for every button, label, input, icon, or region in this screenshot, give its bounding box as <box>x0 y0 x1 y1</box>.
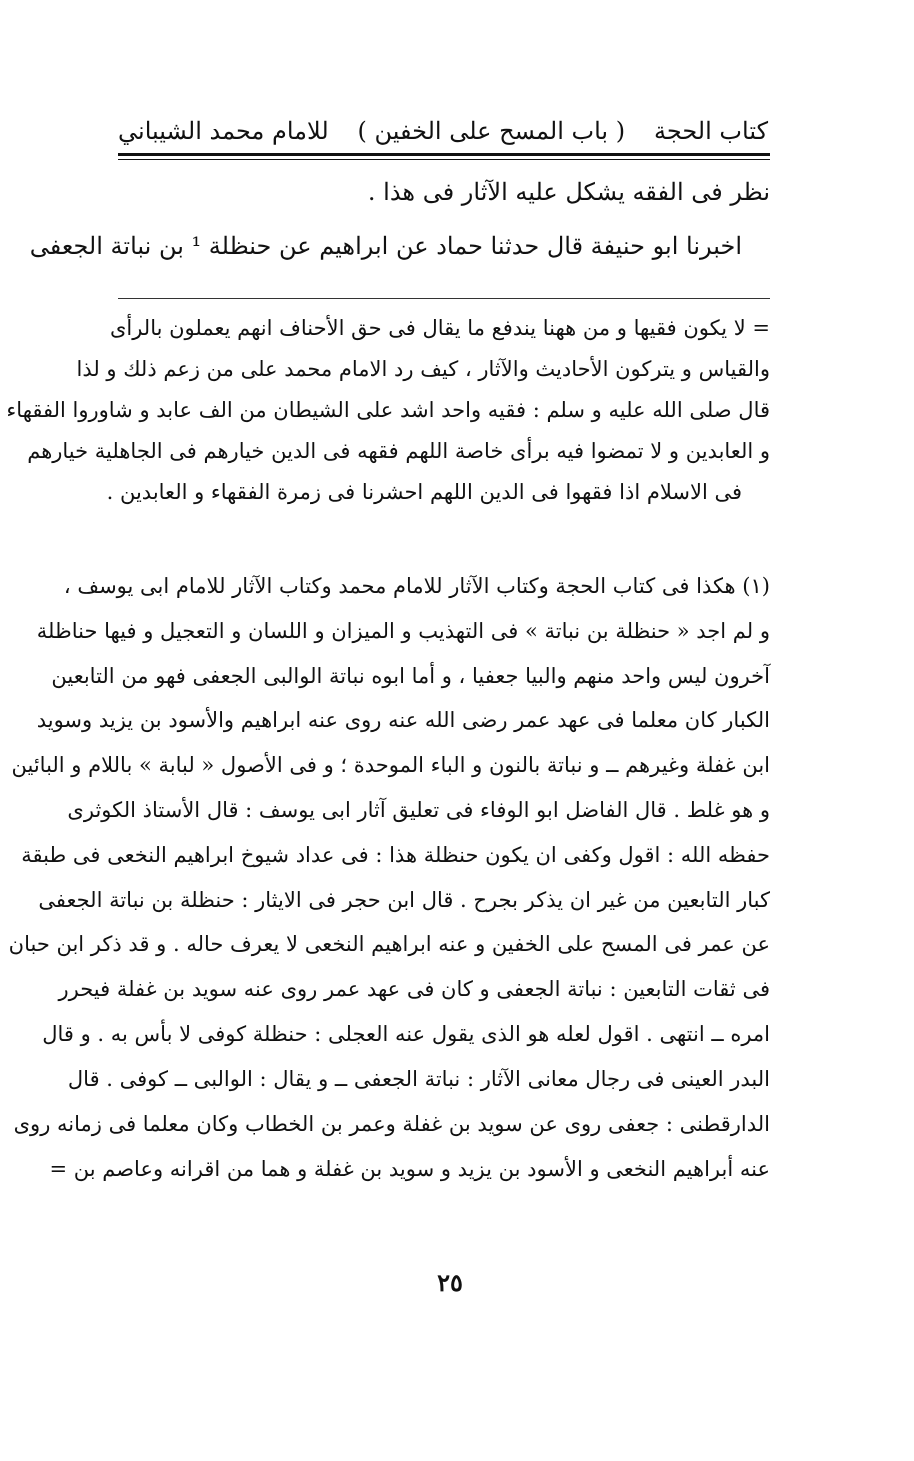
footnote-line: قال صلى الله عليه و سلم : فقيه واحد اشد على الشيطان من الف عابد و شاوروا الفقهاء <box>6 398 770 422</box>
footnote-line: الكبار كان معلما فى عهد عمر رضى الله عنه روى عنه ابراهيم والأسود بن يزيد وسويد <box>36 708 770 732</box>
header-book-title: كتاب الحجة <box>653 117 768 145</box>
footnote-line: عنه أبراهيم النخعى و الأسود بن يزيد و سويد بن غفلة و هما من اقرانه وعاصم بن = <box>49 1157 770 1181</box>
footnote-line: و هو غلط . قال الفاضل ابو الوفاء فى تعليق آثار ابى يوسف : قال الأستاذ الكوثرى <box>67 798 770 822</box>
main-text-line-1: نظر فى الفقه يشكل عليه الآثار فى هذا . <box>367 178 770 206</box>
footnote-divider <box>118 298 770 299</box>
header-chapter-title: ( باب المسح على الخفين ) <box>357 117 626 145</box>
footnote-line: ابن غفلة وغيرهم ــ و نباتة بالنون و الباء الموحدة ؛ و فى الأصول « لبابة » باللام و البائين <box>11 753 770 777</box>
footnote-line: و لم اجد « حنظلة بن نباتة » فى التهذيب و الميزان و اللسان و التعجيل و فيها حناظلة <box>36 619 770 643</box>
footnote-line: امره ــ انتهى . اقول لعله هو الذى يقول عنه العجلى : حنظلة كوفى لا بأس به . و قال <box>42 1022 770 1046</box>
footnote-line: = لا يكون فقيها و من ههنا يندفع ما يقال فى حق الأحناف انهم يعملون بالرأى <box>109 316 770 340</box>
header-author: للامام محمد الشيباني <box>118 117 329 145</box>
page-number: ٢٥ <box>437 1268 463 1297</box>
header-rule-thick <box>118 153 770 156</box>
main-text-line-2: اخبرنا ابو حنيفة قال حدثنا حماد عن ابراهيم عن حنظلة ¹ بن نباتة الجعفى <box>29 232 742 260</box>
footnote-line: فى ثقات التابعين : نباتة الجعفى و كان فى عهد عمر روى عنه سويد بن غفلة فيحرر <box>58 977 770 1001</box>
footnote-line: البدر العينى فى رجال معانى الآثار : نباتة الجعفى ــ و يقال : الوالبى ــ كوفى . قال <box>67 1067 770 1091</box>
footnote-line: الدارقطنى : جعفى روى عن سويد بن غفلة وعمر بن الخطاب وكان معلما فى زمانه روى <box>13 1112 770 1136</box>
footnote-line: و العابدين و لا تمضوا فيه برأى خاصة اللهم فقهه فى الدين خيارهم فى الجاهلية خيارهم <box>27 439 770 463</box>
footnote-line: كبار التابعين من غير ان يذكر بجرح . قال ابن حجر فى الايثار : حنظلة بن نباتة الجعفى <box>38 888 770 912</box>
footnote-line: والقياس و يتركون الأحاديث والآثار ، كيف رد الامام محمد على من زعم ذلك و لذا <box>76 357 770 381</box>
footnote-line: عن عمر فى المسح على الخفين و عنه ابراهيم النخعى لا يعرف حاله . و قد ذكر ابن حبان <box>8 932 770 956</box>
footnote-line: حفظه الله : اقول وكفى ان يكون حنظلة هذا : فى عداد شيوخ ابراهيم النخعى فى طبقة <box>21 843 770 867</box>
running-header <box>118 106 768 156</box>
footnote-line: فى الاسلام اذا فقهوا فى الدين اللهم احشرنا فى زمرة الفقهاء و العابدين . <box>106 480 742 504</box>
footnote-line: آخرون ليس واحد منهم والبيا جعفيا ، و أما ابوه نباتة الوالبى الجعفى فهو من التابعين <box>51 664 770 688</box>
footnote-line: (١) هكذا فى كتاب الحجة وكتاب الآثار للامام محمد وكتاب الآثار للامام ابى يوسف ، <box>63 574 770 598</box>
header-rule-thin <box>118 159 770 160</box>
